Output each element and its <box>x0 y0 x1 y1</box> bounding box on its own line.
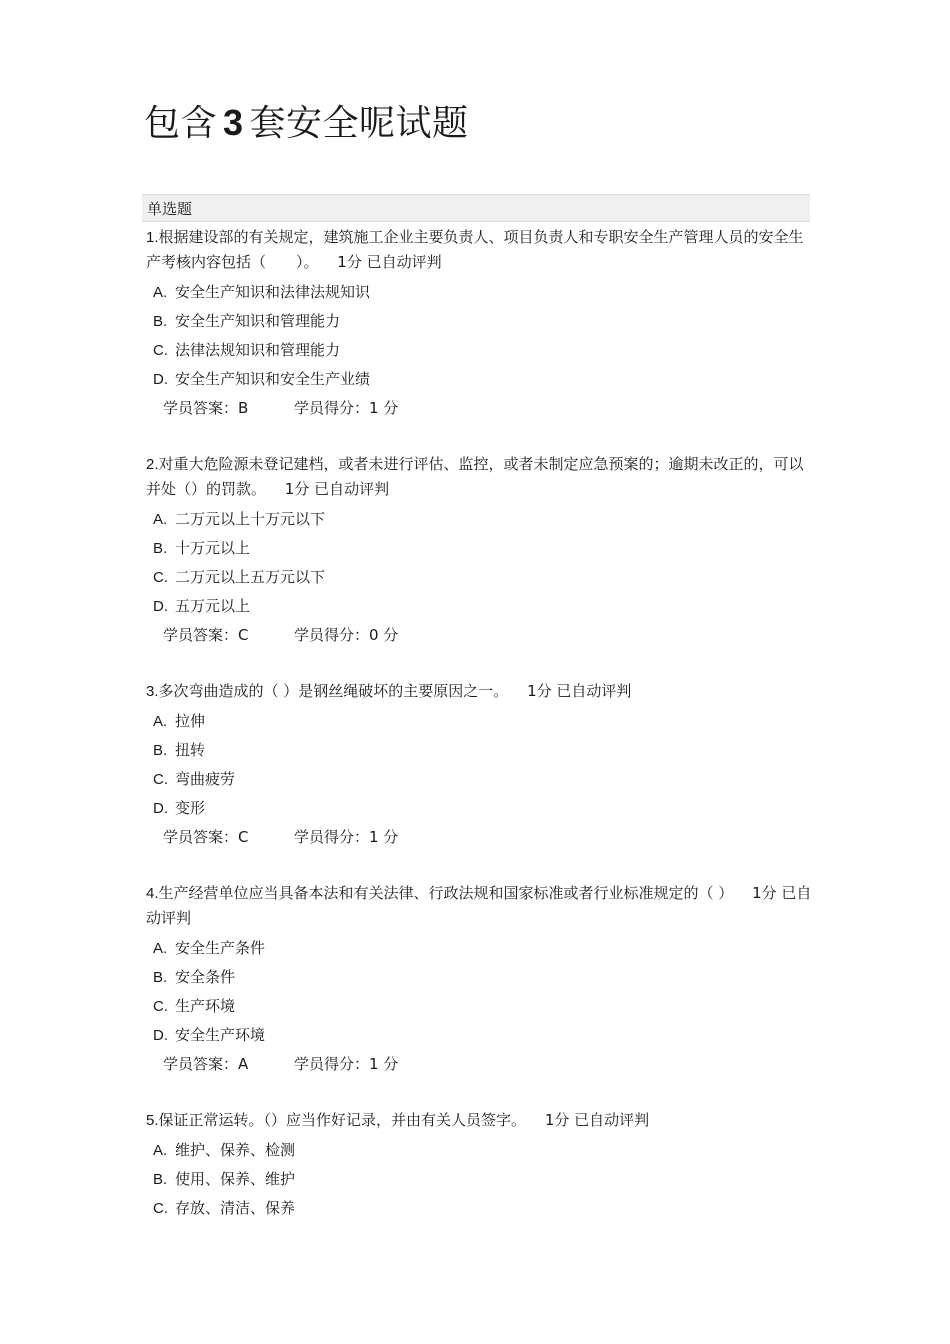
question-score: 1分 <box>544 1111 570 1129</box>
option-a: A. 安全生产知识和法律法规知识 <box>153 283 371 301</box>
question-1 <box>146 225 812 423</box>
question-4 <box>146 881 812 1079</box>
option-d: D. 变形 <box>153 799 206 817</box>
option-a: A. 拉伸 <box>153 712 206 730</box>
option-b: B. 十万元以上 <box>153 539 251 557</box>
question-number: 2. <box>146 456 159 473</box>
question-body: 生产经营单位应当具备本法和有关法律、行政法规和国家标准或者行业标准规定的（ ） <box>158 884 734 902</box>
student-answer: 学员答案：A <box>163 1055 249 1073</box>
question-body: 对重大危险源未登记建档，或者未进行评估、监控，或者未制定应急预案的；逾期未改正的，可以并处（）的罚款。 <box>146 455 804 498</box>
question-5 <box>146 1108 812 1223</box>
question-number: 3. <box>146 683 159 700</box>
option-b: B. 安全生产知识和管理能力 <box>153 312 341 330</box>
option-d: D. 五万元以上 <box>153 597 251 615</box>
title-prefix: 包含 <box>144 103 218 144</box>
option-c: C. 弯曲疲劳 <box>153 770 236 788</box>
answer-summary <box>146 621 812 650</box>
question-body: 多次弯曲造成的（ ）是钢丝绳破坏的主要原因之一。 <box>158 682 509 700</box>
grading-status: 已自动评判 <box>574 1111 650 1129</box>
option-b: B. 使用、保养、维护 <box>153 1170 296 1188</box>
option-c: C. 生产环境 <box>153 997 236 1015</box>
grading-status: 已自动评判 <box>314 480 390 498</box>
student-score: 学员得分：1 分 <box>294 399 399 417</box>
title-number: 3 <box>223 102 244 143</box>
answer-summary <box>146 823 812 852</box>
question-text <box>146 225 812 275</box>
question-text <box>146 1108 812 1133</box>
grading-status: 已自动评判 <box>366 253 442 271</box>
student-answer: 学员答案：B <box>163 399 249 417</box>
option-c: C. 存放、清洁、保养 <box>153 1199 296 1217</box>
grading-status: 已自动评判 <box>556 682 632 700</box>
option-list <box>146 707 812 823</box>
option-a: A. 二万元以上十万元以下 <box>153 510 326 528</box>
question-text <box>146 452 812 502</box>
question-2 <box>146 452 812 650</box>
option-list <box>146 278 812 394</box>
section-header-single-choice: 单选题 <box>142 194 810 222</box>
question-score: 1分 <box>337 253 362 271</box>
option-c: C. 二万元以上五万元以下 <box>153 568 326 586</box>
option-c: C. 法律法规知识和管理能力 <box>153 341 341 359</box>
question-text <box>146 679 812 704</box>
question-score: 1分 <box>752 884 777 902</box>
question-body: 根据建设部的有关规定，建筑施工企业主要负责人、项目负责人和专职安全生产管理人员的安全生产考核内容包括（ ）。 <box>146 228 804 271</box>
title-suffix: 套安全呢试题 <box>249 103 469 144</box>
page-title <box>144 94 469 153</box>
option-b: B. 扭转 <box>153 741 206 759</box>
option-d: D. 安全生产环境 <box>153 1026 266 1044</box>
option-b: B. 安全条件 <box>153 968 236 986</box>
question-number: 1. <box>146 229 159 246</box>
student-answer: 学员答案：C <box>163 828 249 846</box>
option-d: D. 安全生产知识和安全生产业绩 <box>153 370 371 388</box>
student-score: 学员得分：1 分 <box>294 828 399 846</box>
option-list <box>146 934 812 1050</box>
answer-summary <box>146 394 812 423</box>
question-number: 4. <box>146 885 159 902</box>
student-score: 学员得分：1 分 <box>294 1055 399 1073</box>
student-answer: 学员答案：C <box>163 626 249 644</box>
question-score: 1分 <box>284 480 310 498</box>
question-text <box>146 881 812 931</box>
option-list <box>146 505 812 621</box>
answer-summary <box>146 1050 812 1079</box>
question-body: 保证正常运转。（）应当作好记录，并由有关人员签字。 <box>158 1111 527 1129</box>
grading-status: 已自动评判 <box>146 884 812 927</box>
student-score: 学员得分：0 分 <box>294 626 399 644</box>
option-a: A. 维护、保养、检测 <box>153 1141 296 1159</box>
option-list <box>146 1136 812 1223</box>
question-number: 5. <box>146 1112 159 1129</box>
question-score: 1分 <box>527 682 552 700</box>
option-a: A. 安全生产条件 <box>153 939 266 957</box>
question-3 <box>146 679 812 852</box>
